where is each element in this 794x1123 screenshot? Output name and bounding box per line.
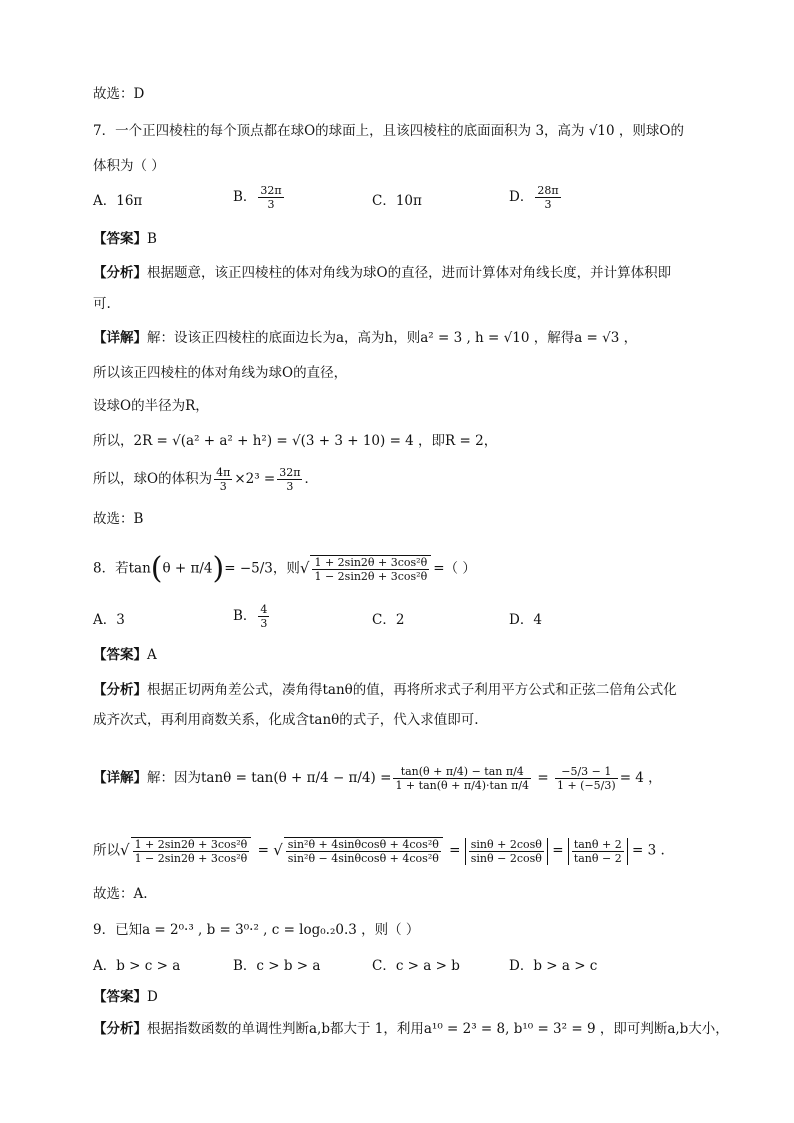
q7-detail5-f1-num: 4π (216, 466, 231, 479)
q8-detail2-r1-num: 1 + 2sin2θ + 3cos²θ (134, 838, 248, 851)
q8-detail2-a2-num: tanθ + 2 (573, 837, 622, 851)
q8-detail1-f1-den: 1 + tan(θ + π/4)·tan π/4 (395, 779, 530, 792)
q8-detail2-r2-num: sin²θ + 4sinθcosθ + 4cos²θ (287, 838, 439, 851)
q8-detail2-abs1 (465, 838, 548, 865)
q8-detail1-prefix: 解：因为tanθ = tan(θ + π/4 − π/4) = (147, 770, 392, 786)
q9-option-c: C．c > a > b (372, 958, 460, 974)
q7-detail-tag: 【详解】 (93, 330, 147, 346)
q7-option-d-denominator: 3 (544, 198, 552, 211)
q9-analysis-line1 (93, 1019, 729, 1039)
q7-detail-line1 (93, 328, 637, 348)
q8-detail-line2: 所以√ $\frac{\text{1 + 2sin2θ + 3cos²θ}}{\text{1 − 2sin2θ + 3cos²θ}}$ = √ $\frac{\text{sin²θ + 4sinθcosθ + 4cos²θ}}{\text{sin²θ − 4sinθcosθ + 4cos²θ}}$ = $\frac{\sin\theta + 2\cos\theta}{\sin\theta - 2\cos\theta}$ = $\frac{\tan\theta + 2}{\tan\theta - 2}$ = 3 . (93, 837, 665, 865)
q7-detail-line2: 所以该正四棱柱的体对角线为球O的直径， (93, 365, 348, 381)
q8-detail-tag: 【详解】 (93, 770, 147, 786)
q8-detail2-r1-den: 1 − 2sin2θ + 3cos²θ (134, 852, 248, 865)
q8-detail2-prefix: 所以 (93, 842, 120, 859)
q7-detail5-prefix: 所以，球O的体积为 (93, 471, 213, 487)
q8-stem-expression (310, 555, 431, 583)
q9-analysis-tag: 【分析】 (93, 1021, 147, 1037)
q8-analysis-line1 (93, 680, 677, 700)
q8-choose: 故选：A. (93, 886, 148, 902)
q8-detail2-r2-den: sin²θ − 4sinθcosθ + 4cos²θ (287, 852, 439, 865)
q7-stem-line1: 7．一个正四棱柱的每个顶点都在球O的球面上，且该四棱柱的底面面积为 3，高为 √10 ，则球O的 (93, 123, 684, 139)
q8-detail1-end: = 4 ， (619, 770, 662, 786)
q8-stem-condition: θ + π/4 (162, 560, 213, 577)
q7-detail-line4: 所以，2R = √(a² + a² + h²) = √(3 + 3 + 10) = 4 ，即R = 2， (93, 433, 498, 449)
q7-answer-tag: 【答案】 (93, 231, 147, 247)
q7-option-b-label: B． (233, 189, 257, 205)
q8-stem-prefix: 8．若tan (93, 560, 151, 577)
q9-answer-tag: 【答案】 (93, 989, 147, 1005)
q8-stem-expr-den: 1 − 2sin2θ + 3cos²θ (314, 570, 428, 583)
q8-detail1-fraction1 (393, 765, 531, 792)
q9-option-a: A．b > c > a (93, 958, 181, 974)
q7-option-a: A．16π (93, 193, 143, 209)
q8-detail2-abs2 (568, 838, 628, 865)
q7-option-b-denominator: 3 (267, 198, 275, 211)
q7-answer (93, 229, 157, 249)
q7-option-b (233, 184, 286, 211)
q8-detail-line1: 【详解】解：因为tanθ = tan(θ + π/4 − π/4) = $\frac{\text{tan(θ + π/4) − tan π/4}}{\text{1 + tan(θ + π/4)·tan π/4}}$ = $\frac{-5/3 - 1}{1 + (-5/3)}$ = 4 ， (93, 765, 662, 792)
q8-detail1-fraction2 (555, 765, 618, 792)
q7-detail5-f2-den: 3 (286, 480, 294, 493)
q7-stem-line2: 体积为（ ） (93, 158, 165, 174)
q7-answer-value: B (147, 231, 157, 247)
q8-answer-value: A (147, 647, 157, 663)
q9-analysis-text1: 根据指数函数的单调性判断a,b都大于 1，利用a¹⁰ = 2³ = 8, b¹⁰ = 3² = 9 ，即可判断a,b大小， (147, 1021, 729, 1037)
q8-detail2-a1-den: sinθ − 2cosθ (470, 851, 542, 865)
q8-analysis-line2: 成齐次式，再利用商数关系，化成含tanθ的式子，代入求值即可. (93, 712, 479, 728)
q8-stem-mid: ，则 (272, 560, 300, 577)
q7-option-d-fraction (535, 184, 560, 211)
q8-stem: 8．若tan(θ + π/4)= −5/3，则√ $\frac{\text{1 + 2sin2θ + 3cos²θ}}{\text{1 − 2sin2θ + 3cos²θ}}$ =（ ） (93, 554, 476, 584)
q8-option-a: A．3 (93, 612, 125, 628)
q7-detail5-fraction1 (214, 466, 232, 493)
q8-detail1-f2-num: −5/3 − 1 (555, 765, 618, 779)
q6-answer-line: 故选：D (93, 86, 145, 102)
q8-answer-tag: 【答案】 (93, 647, 147, 663)
q7-detail-line5 (93, 466, 318, 493)
q8-answer (93, 645, 157, 665)
q8-detail2-end: = 3 . (632, 842, 665, 859)
q8-stem-expr-num: 1 + 2sin2θ + 3cos²θ (314, 556, 428, 569)
q7-option-b-numerator: 32π (260, 184, 282, 197)
q7-detail-line3: 设球O的半径为R， (93, 398, 209, 414)
q9-option-b: B．c > b > a (233, 958, 321, 974)
q7-option-b-fraction (258, 184, 283, 211)
q8-analysis-text1: 根据正切两角差公式，凑角得tanθ的值，再将所求式子利用平方公式和正弦二倍角公式化 (147, 682, 677, 698)
q7-option-d (509, 184, 563, 211)
q8-option-b-fraction (258, 603, 269, 630)
q9-answer (93, 987, 158, 1007)
q7-detail5-fraction2 (277, 466, 302, 493)
q7-choose: 故选：B (93, 511, 144, 527)
q8-option-b-denominator: 3 (260, 617, 268, 630)
q7-detail5-end: ． (304, 471, 318, 487)
q8-detail2-a2-den: tanθ − 2 (573, 851, 622, 865)
q8-option-d: D．4 (509, 612, 542, 628)
q7-detail-text1: 解：设该正四棱柱的底面边长为a，高为h，则a² = 3 , h = √10 ，解得a = √3 ， (147, 330, 638, 346)
q9-option-d: D．b > a > c (509, 958, 598, 974)
q7-detail5-f1-den: 3 (219, 480, 227, 493)
q7-analysis-line2: 可. (93, 296, 111, 312)
q7-detail5-f2-num: 32π (279, 466, 301, 479)
q8-option-b-numerator: 4 (260, 603, 268, 616)
q7-analysis-line1 (93, 263, 671, 283)
q7-option-c: C．10π (372, 193, 422, 209)
q7-option-d-numerator: 28π (537, 184, 559, 197)
q8-option-b-label: B． (233, 608, 257, 624)
q8-option-c: C．2 (372, 612, 405, 628)
q8-stem-end: =（ ） (433, 560, 476, 577)
q9-stem: 9．已知a = 2⁰·³ , b = 3⁰·² , c = log₀.₂0.3 ，则（ ） (93, 922, 420, 938)
q7-analysis-tag: 【分析】 (93, 265, 147, 281)
q9-answer-value: D (147, 989, 158, 1005)
q7-option-d-label: D． (509, 189, 534, 205)
q8-detail2-root1 (131, 837, 252, 865)
q8-stem-value: = −5/3 (224, 560, 273, 577)
q8-detail1-f2-den: 1 + (−5/3) (556, 779, 616, 792)
q8-analysis-tag: 【分析】 (93, 682, 147, 698)
q8-option-b (233, 603, 271, 630)
q7-analysis-text1: 根据题意，该正四棱柱的体对角线为球O的直径，进而计算体对角线长度，并计算体积即 (147, 265, 672, 281)
q8-detail1-f1-num: tan(θ + π/4) − tan π/4 (393, 765, 531, 779)
q8-detail2-a1-num: sinθ + 2cosθ (470, 837, 542, 851)
q8-detail2-root2 (284, 837, 443, 865)
q7-detail5-mid: ×2³ = (234, 471, 276, 487)
